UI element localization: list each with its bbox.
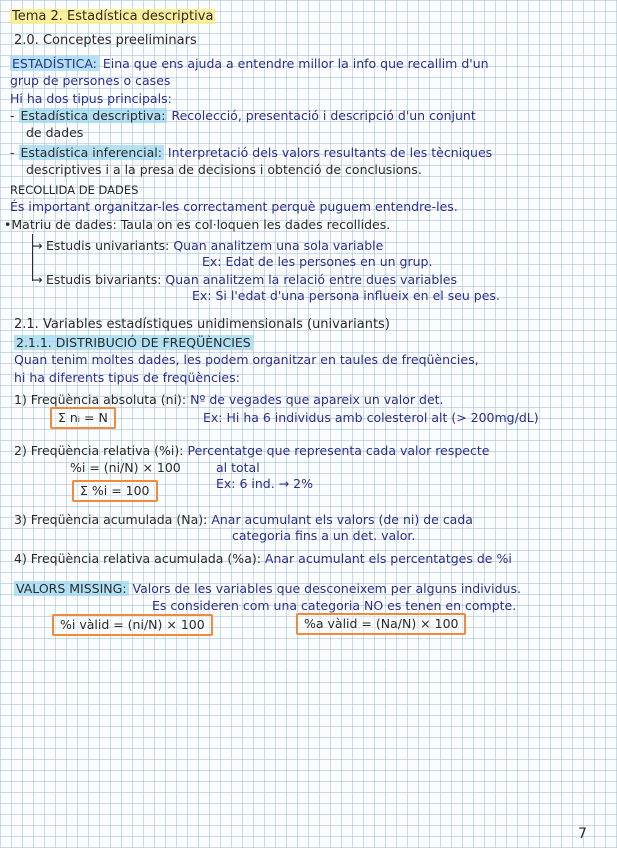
recollida-heading: RECOLLIDA DE DADES (10, 183, 139, 197)
missing-term: VALORS MISSING: (16, 581, 127, 596)
inferencial-def-line-2: descriptives i a la presa de decisions i obtenció de conclusions. (26, 162, 422, 177)
freq-relativa (14, 443, 489, 458)
bullet-dash: - (10, 108, 15, 123)
freq-relativa-acumulada (14, 551, 512, 566)
freq-intro-line-2: hi ha diferents tipus de freqüències: (14, 370, 240, 385)
freq-relativa-def-1: Percentatge que representa cada valor respecte (187, 443, 490, 458)
estadistica-term: ESTADÍSTICA: (12, 56, 97, 71)
freq-acumulada (14, 512, 473, 527)
types-intro: Hi ha dos tipus principals: (10, 91, 172, 106)
estadistica-definition (10, 56, 489, 71)
inferencial-item (10, 145, 492, 160)
freq-absoluta-label: 1) Freqüència absoluta (ni): (14, 392, 187, 407)
matriu-dades: •Matriu de dades: Taula on es col·loquen les dades recollides. (4, 217, 391, 232)
descriptiva-term: Estadística descriptiva: (20, 108, 166, 123)
bivariants-def: Quan analitzem la relació entre dues variables (165, 272, 457, 287)
univariants-item (46, 238, 383, 253)
section-heading-2-0: 2.0. Conceptes preeliminars (14, 33, 197, 48)
descriptiva-item (10, 108, 476, 123)
freq-relativa-label: 2) Freqüència relativa (%i): (14, 443, 184, 458)
estadistica-def-line-2: grup de persones o cases (10, 73, 171, 88)
freq-relativa-example: Ex: 6 ind. → 2% (216, 476, 313, 491)
descriptiva-def-line-1: Recolecció, presentació i descripció d'un conjunt (171, 108, 476, 123)
page-title: Tema 2. Estadística descriptiva (12, 9, 214, 24)
freq-absoluta (14, 392, 444, 407)
freq-relativa-acumulada-def: Anar acumulant els percentatges de %i (264, 551, 512, 566)
estadistica-def-line-1: Eina que ens ajuda a entendre millor la info que recallim d'un (102, 56, 489, 71)
univariants-def: Quan analitzem una sola variable (173, 238, 384, 253)
bivariants-example: Ex: Si l'edat d'una persona influeix en el seu pes. (192, 288, 500, 303)
missing-def-2: Es consideren com una categoria NO es tenen en compte. (152, 598, 517, 613)
formula-box-valid-relativa: %i vàlid = (ni/N) × 100 (52, 614, 213, 636)
arrow-right-icon: → (32, 272, 43, 287)
recollida-text: És important organitzar-les correctament perquè puguem entendre-les. (10, 199, 458, 214)
freq-absoluta-def: Nº de vegades que apareix un valor det. (190, 392, 444, 407)
descriptiva-def-line-2: de dades (26, 125, 84, 140)
formula-box-sum-percent: Σ %i = 100 (72, 480, 158, 502)
arrow-right-icon: → (32, 238, 43, 253)
missing-def-1: Valors de les variables que desconeixem per alguns individus. (132, 581, 521, 596)
formula-relativa: %i = (ni/N) × 100 (70, 460, 181, 475)
univariants-label: Estudis univariants: (46, 238, 170, 253)
freq-relativa-def-2: al total (216, 460, 260, 475)
section-heading-2-1-1: 2.1.1. DISTRIBUCIÓ DE FREQÜÈNCIES (16, 335, 251, 350)
formula-box-valid-acumulada: %a vàlid = (Na/N) × 100 (296, 613, 466, 635)
inferencial-term: Estadística inferencial: (20, 145, 162, 160)
inferencial-def-line-1: Interpretació dels valors resultants de les tècniques (167, 145, 493, 160)
univariants-example: Ex: Edat de les persones en un grup. (202, 254, 433, 269)
page-number: 7 (578, 826, 587, 842)
freq-absoluta-example: Ex: Hi ha 6 individus amb colesterol alt (> 200mg/dL) (203, 410, 539, 425)
bivariants-label: Estudis bivariants: (46, 272, 162, 287)
formula-box-sum-ni: Σ nᵢ = N (50, 407, 116, 429)
freq-relativa-acumulada-label: 4) Freqüència relativa acumulada (%a): (14, 551, 261, 566)
valors-missing (14, 581, 521, 596)
freq-acumulada-def-1: Anar acumulant els valors (de ni) de cada (211, 512, 473, 527)
bivariants-item (46, 272, 457, 287)
freq-acumulada-def-2: categoria fins a un det. valor. (232, 528, 416, 543)
freq-intro-line-1: Quan tenim moltes dades, les podem organitzar en taules de freqüències, (14, 352, 479, 367)
freq-acumulada-label: 3) Freqüència acumulada (Na): (14, 512, 208, 527)
section-heading-2-1: 2.1. Variables estadístiques unidimensionals (univariants) (14, 317, 390, 332)
bullet-dash: - (10, 145, 15, 160)
